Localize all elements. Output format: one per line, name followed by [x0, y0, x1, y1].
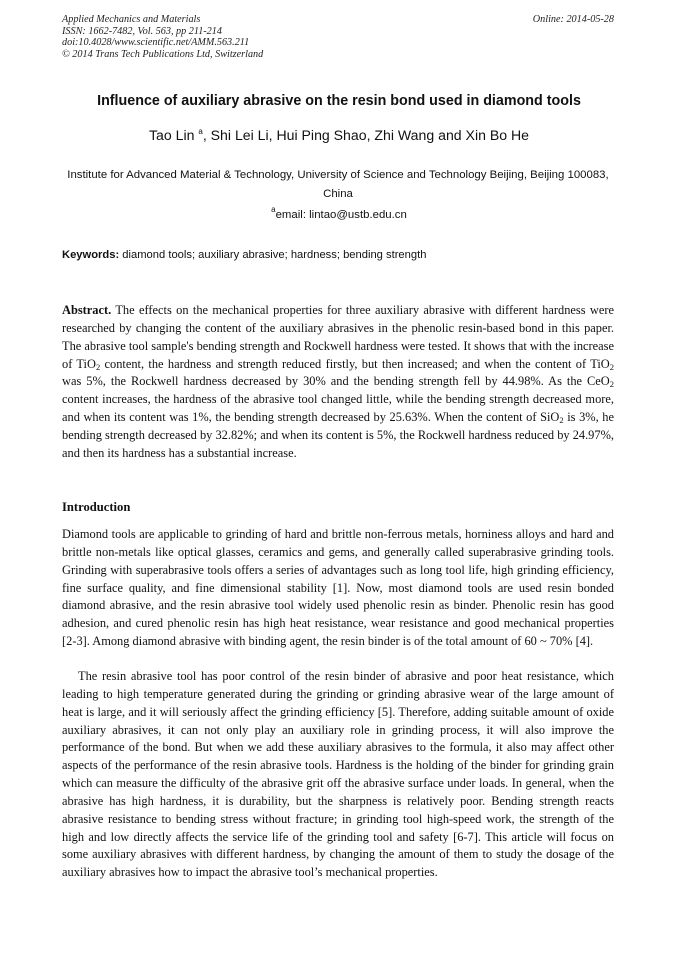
- other-authors: , Shi Lei Li, Hui Ping Shao, Zhi Wang and Xin Bo He: [202, 127, 529, 143]
- subscript-2: 2: [559, 415, 564, 426]
- issn-line: ISSN: 1662-7482, Vol. 563, pp 211-214: [62, 25, 222, 37]
- affiliation: Institute for Advanced Material & Technology, University of Science and Technology Beijing, Beijing 100083, China: [67, 169, 609, 200]
- journal-header: [62, 14, 263, 60]
- abstract-label: Abstract.: [62, 303, 112, 317]
- abstract: [62, 302, 614, 463]
- paper-title: Influence of auxiliary abrasive on the resin bond used in diamond tools: [97, 93, 581, 109]
- keywords: [62, 249, 426, 261]
- subscript-2: 2: [609, 379, 614, 390]
- intro-paragraph-2: The resin abrasive tool has poor control of the resin binder of abrasive and poor heat resistance, which leading to high temperature generated during the grinding or grinding abrasive wear of the large amount of heat is large, and it will seriously affect the grinding efficiency [5]. Therefore, adding suitable amount of oxide auxiliary abrasives, it can not only play an auxiliary role in grinding process, it will also improve the performance of the bond. But when we add these auxiliary abrasives to the formula, it also may affect other aspects of the performance of the resin abrasive tools. Hardness is the holding of the binder for grinding grain which can measure the difficulty of the abrasive grit off the abrasive surface under loads. In general, when the abrasive has high hardness, it is durability, but the sharpness is relatively poor. Bending strength reacts abrasive resistance to bending stress without fracture; in grinding tool high-speed work, the strength of the high and low directly affects the service life of the grinding tool and safety [6-7]. This article will focus on some auxiliary abrasives with different hardness, by changing the amount of them to study the dosage of the auxiliary abrasives how to impact the abrasive tool’s mechanical properties.: [62, 669, 614, 880]
- copyright-line: © 2014 Trans Tech Publications Ltd, Switzerland: [62, 48, 264, 60]
- contact-email: [40, 205, 638, 221]
- online-date: Online: 2014-05-28: [532, 14, 614, 25]
- author-affil-mark: a: [198, 127, 203, 136]
- intro-paragraph-1: Diamond tools are applicable to grinding of hard and brittle non-ferrous metals, horniness alloys and hard and brittle non-metals like optical glasses, ceramics and gems, and generally called superabrasive grinding tools. Grinding with superabrasive tools offers a series of advantages such as long tool life, high grinding efficiency, fine surface quality, and fine dimensional stability [1]. Now, most diamond tools are used resin bonded diamond abrasive, and the resin abrasive tool widely used phenolic resin as binder. Phenolic resin has good adhesion, and cured phenolic resin has high heat resistance, wear resistance and good mechanical properties [2-3]. Among diamond abrasive with binding agent, the resin binder is of the total amount of 60 ~ 70% [4].: [62, 527, 614, 649]
- journal-name: Applied Mechanics and Materials: [62, 14, 201, 25]
- abstract-text-3: was 5%, the Rockwell hardness decreased by 30% and the bending strength fell by 44.98%. As the CeO: [62, 374, 610, 389]
- email-text[interactable]: email: lintao@ustb.edu.cn: [275, 209, 407, 221]
- first-author: Tao Lin: [149, 127, 195, 143]
- email-affil-mark: a: [271, 205, 276, 214]
- abstract-text-5: is 3%, he bending strength decreased by 32.82%; and when its content is 5%, the Rockwell hardness reduced by 24.97%, and then its hardness has a substantial increase.: [62, 410, 614, 460]
- keywords-label: Keywords:: [62, 249, 120, 261]
- subscript-2: 2: [95, 361, 101, 372]
- author-list: [40, 127, 638, 143]
- keywords-list: diamond tools; auxiliary abrasive; hardness; bending strength: [119, 249, 427, 261]
- abstract-text-2: content, the hardness and strength reduced firstly, but then increased; and when the content of TiO: [100, 356, 610, 371]
- doi-line[interactable]: doi:10.4028/www.scientific.net/AMM.563.211: [62, 37, 250, 49]
- subscript-2: 2: [609, 361, 614, 372]
- abstract-text-4: content increases, the hardness of the abrasive tool changed little, while the bending strength decreased more, and when its content was 1%, the bending strength decreased by 25.63%. When the content of SiO: [62, 392, 614, 425]
- section-heading-introduction: Introduction: [62, 500, 131, 514]
- abstract-text-1: The effects on the mechanical properties for three auxiliary abrasive with different hardness were researched by changing the content of the auxiliary abrasives in the phenolic resin-based bond in this paper. The abrasive tool sample's bending strength and Rockwell hardness were tested. It shows that with the increase of TiO: [62, 303, 614, 371]
